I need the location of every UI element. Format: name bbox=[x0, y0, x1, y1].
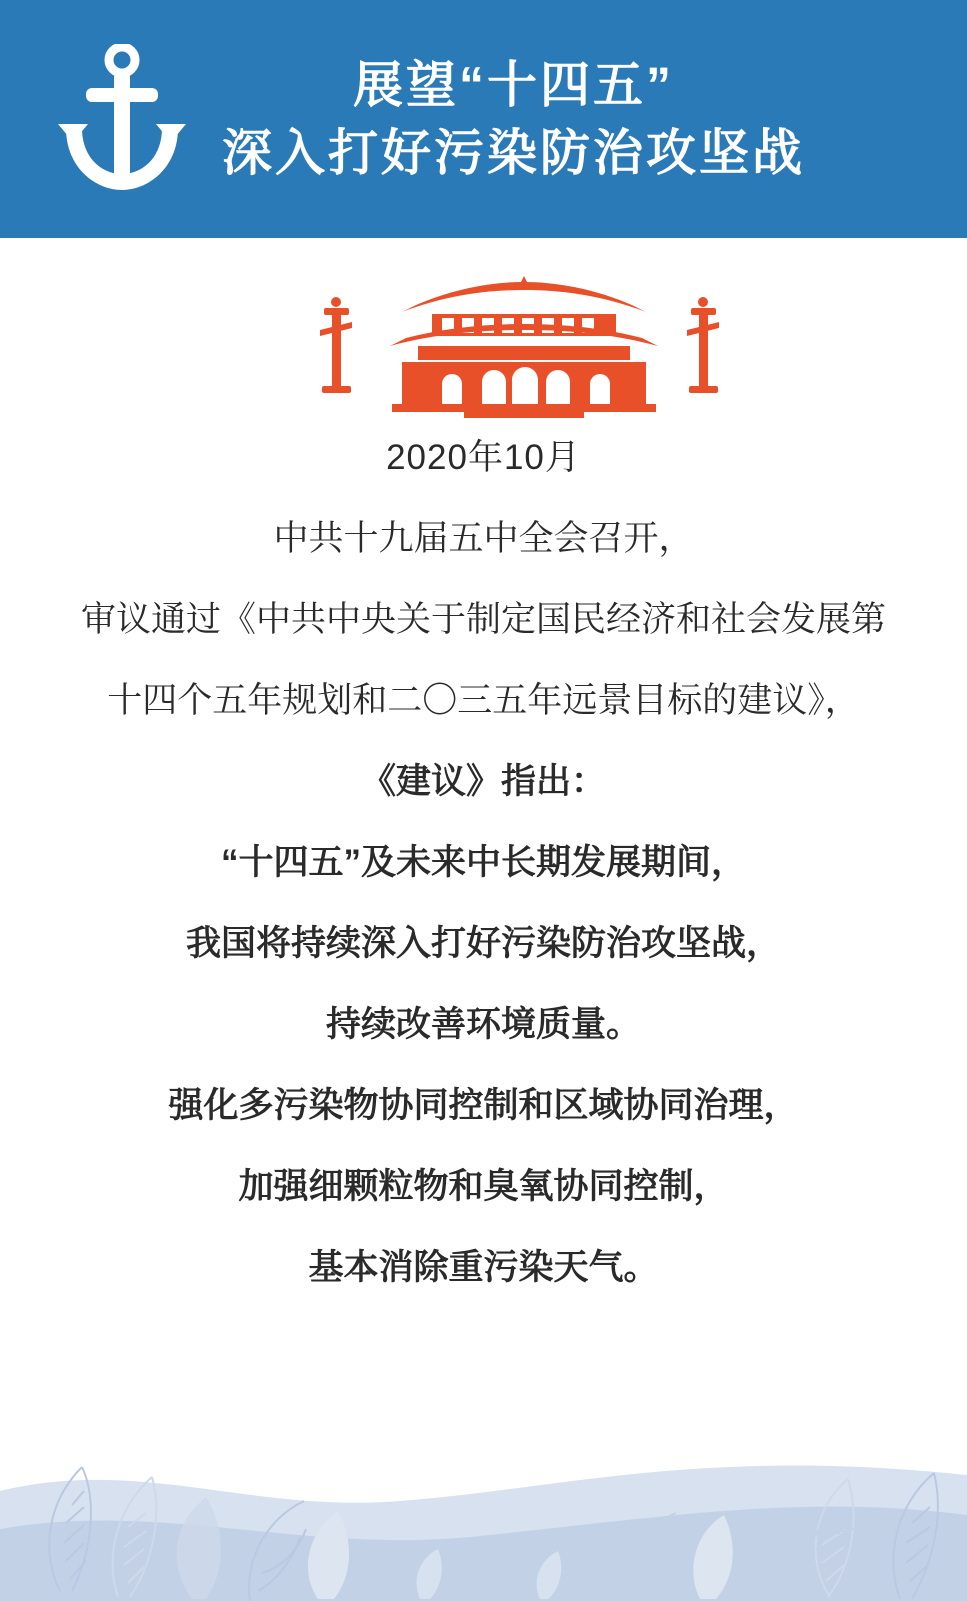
header-title-group bbox=[222, 54, 805, 185]
body-line-10: 基本消除重污染天气。 bbox=[308, 1248, 659, 1287]
body-line-date: 2020年10月 bbox=[386, 438, 581, 477]
body-line-3: 十四个五年规划和二〇三五年远景目标的建议》， bbox=[107, 681, 860, 720]
body-line-7: 持续改善环境质量。 bbox=[325, 1005, 641, 1044]
illustration-area bbox=[0, 262, 967, 422]
body-line-8: 强化多污染物协同控制和区域协同治理， bbox=[168, 1086, 799, 1125]
body-line-4: 《建议》指出： bbox=[360, 762, 606, 801]
body-line-1: 中共十九届五中全会召开， bbox=[273, 519, 694, 558]
anchor-icon bbox=[52, 44, 192, 194]
body-line-9: 加强细颗粒物和臭氧协同控制， bbox=[238, 1167, 729, 1206]
header-banner bbox=[0, 0, 967, 238]
body-line-2: 审议通过《中共中央关于制定国民经济和社会发展第 bbox=[80, 600, 886, 639]
body-line-5: “十四五”及未来中长期发展期间， bbox=[220, 843, 746, 882]
header-title-line-2: 深入打好污染防治攻坚战 bbox=[222, 125, 805, 181]
body-line-6: 我国将持续深入打好污染防治攻坚战， bbox=[185, 924, 781, 963]
tiananmen-gate-illustration bbox=[314, 272, 734, 422]
header-title-line-1: 展望“十四五” bbox=[353, 56, 674, 113]
body-text bbox=[0, 440, 967, 1331]
